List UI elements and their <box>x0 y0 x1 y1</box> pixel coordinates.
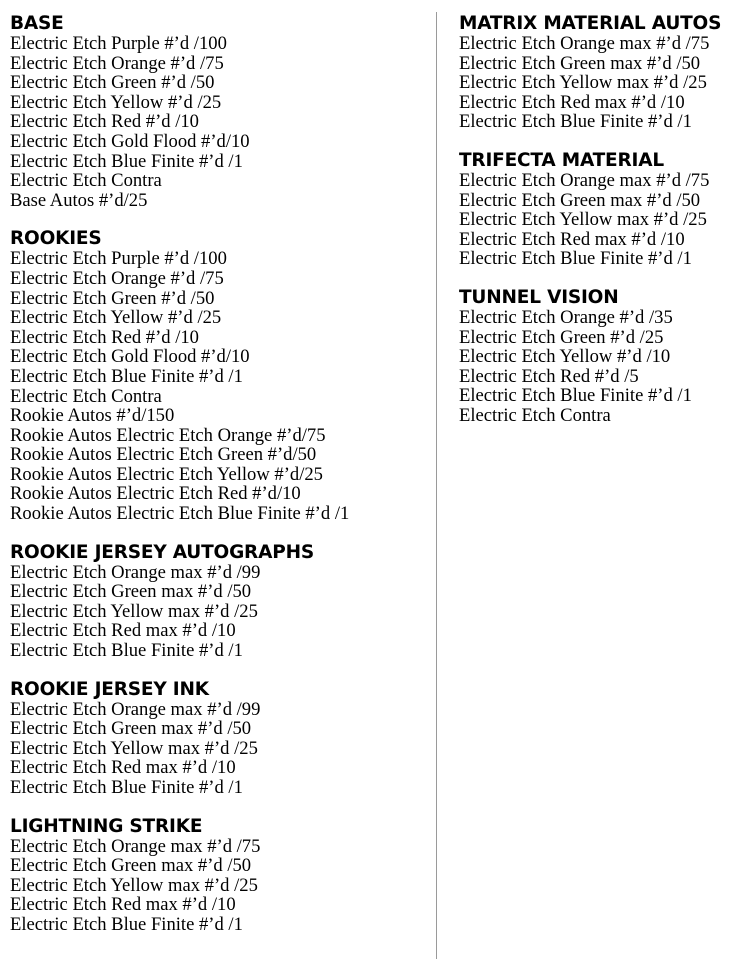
parallel-item: Electric Etch Green max #’d /50 <box>10 581 252 603</box>
parallel-item: Electric Etch Orange #’d /35 <box>459 306 673 328</box>
parallel-list <box>459 308 749 426</box>
parallel-item: Electric Etch Yellow max #’d /25 <box>10 874 258 896</box>
parallel-item: Electric Etch Green #’d /50 <box>10 287 215 309</box>
parallel-item: Electric Etch Blue Finite #’d /1 <box>10 913 243 935</box>
parallel-item: Electric Etch Orange #’d /75 <box>10 267 224 289</box>
parallel-item: Electric Etch Blue Finite #’d /1 <box>10 150 243 172</box>
parallel-item: Electric Etch Purple #’d /100 <box>10 33 227 54</box>
parallel-item: Electric Etch Yellow max #’d /25 <box>10 600 258 622</box>
parallel-item: Electric Etch Orange #’d /75 <box>10 52 224 74</box>
section-title: ROOKIE JERSEY AUTOGRAPHS <box>10 541 314 563</box>
parallel-item: Electric Etch Contra <box>10 385 162 407</box>
parallel-item: Electric Etch Yellow #’d /10 <box>459 346 671 368</box>
parallel-item: Electric Etch Red max #’d /10 <box>459 91 685 113</box>
column-divider <box>436 12 437 959</box>
section-title: TUNNEL VISION <box>459 286 619 308</box>
section-title: TRIFECTA MATERIAL <box>459 149 664 171</box>
parallel-item: Electric Etch Green #’d /25 <box>459 326 664 348</box>
parallel-item: Rookie Autos #’d/150 <box>10 405 175 427</box>
checklist-section <box>10 817 430 935</box>
parallel-list <box>459 171 749 269</box>
section-title: MATRIX MATERIAL AUTOS <box>459 13 722 34</box>
left-column <box>10 14 430 954</box>
parallel-item: Electric Etch Contra <box>459 404 611 426</box>
parallel-item: Electric Etch Orange max #’d /99 <box>10 698 261 720</box>
parallel-item: Rookie Autos Electric Etch Orange #’d/75 <box>10 424 326 446</box>
parallel-item: Electric Etch Red #’d /10 <box>10 111 199 133</box>
parallel-item: Electric Etch Orange max #’d /75 <box>459 169 710 191</box>
parallel-item: Electric Etch Blue Finite #’d /1 <box>10 777 243 798</box>
parallel-item: Electric Etch Red #’d /5 <box>459 365 639 387</box>
parallel-item: Electric Etch Purple #’d /100 <box>10 248 227 270</box>
parallel-item: Electric Etch Red max #’d /10 <box>459 228 685 250</box>
parallel-item: Electric Etch Gold Flood #’d/10 <box>10 346 250 368</box>
section-title: LIGHTNING STRIKE <box>10 815 203 837</box>
parallel-item: Electric Etch Red max #’d /10 <box>10 757 236 779</box>
checklist-section <box>10 229 430 523</box>
parallel-item: Electric Etch Yellow max #’d /25 <box>459 72 707 94</box>
parallel-item: Electric Etch Red #’d /10 <box>10 326 199 348</box>
parallel-item: Rookie Autos Electric Etch Blue Finite #’d /1 <box>10 503 350 525</box>
parallel-item: Base Autos #’d/25 <box>10 189 148 211</box>
parallel-item: Electric Etch Contra <box>10 170 162 192</box>
parallel-list <box>10 837 430 935</box>
parallel-item: Electric Etch Blue Finite #’d /1 <box>459 111 692 133</box>
parallel-item: Electric Etch Blue Finite #’d /1 <box>10 365 243 387</box>
parallel-list <box>10 34 430 210</box>
parallel-list <box>10 249 430 523</box>
parallel-item: Electric Etch Yellow max #’d /25 <box>10 737 258 759</box>
parallel-item: Electric Etch Green max #’d /50 <box>10 855 252 877</box>
parallel-item: Electric Etch Green max #’d /50 <box>459 52 701 74</box>
parallel-item: Electric Etch Green #’d /50 <box>10 72 215 94</box>
parallel-item: Electric Etch Orange max #’d /75 <box>459 33 710 54</box>
section-title: BASE <box>10 13 64 34</box>
parallel-list <box>10 563 430 661</box>
section-title: ROOKIES <box>10 228 102 250</box>
parallel-item: Electric Etch Blue Finite #’d /1 <box>459 385 692 407</box>
parallel-item: Electric Etch Red max #’d /10 <box>10 620 236 642</box>
checklist-section <box>459 151 749 269</box>
parallel-item: Electric Etch Orange max #’d /99 <box>10 561 261 583</box>
parallel-item: Electric Etch Blue Finite #’d /1 <box>459 248 692 270</box>
section-title: ROOKIE JERSEY INK <box>10 678 209 700</box>
right-column <box>459 14 749 445</box>
parallel-list <box>10 700 430 798</box>
parallel-item: Electric Etch Blue Finite #’d /1 <box>10 640 243 662</box>
parallel-item: Electric Etch Gold Flood #’d/10 <box>10 130 250 152</box>
checklist-section <box>459 14 749 132</box>
parallel-item: Electric Etch Green max #’d /50 <box>459 189 701 211</box>
parallel-list <box>459 34 749 132</box>
parallel-item: Electric Etch Orange max #’d /75 <box>10 835 261 857</box>
parallel-item: Electric Etch Red max #’d /10 <box>10 894 236 916</box>
parallel-item: Electric Etch Yellow max #’d /25 <box>459 209 707 231</box>
parallel-item: Electric Etch Yellow #’d /25 <box>10 307 222 329</box>
checklist-section <box>10 680 430 798</box>
parallel-item: Rookie Autos Electric Etch Yellow #’d/25 <box>10 463 323 485</box>
parallel-item: Electric Etch Green max #’d /50 <box>10 718 252 740</box>
parallel-item: Electric Etch Yellow #’d /25 <box>10 91 222 113</box>
parallel-item: Rookie Autos Electric Etch Green #’d/50 <box>10 444 317 466</box>
checklist-section <box>459 288 749 426</box>
checklist-section <box>10 14 430 210</box>
parallel-item: Rookie Autos Electric Etch Red #’d/10 <box>10 483 301 505</box>
checklist-section <box>10 543 430 661</box>
